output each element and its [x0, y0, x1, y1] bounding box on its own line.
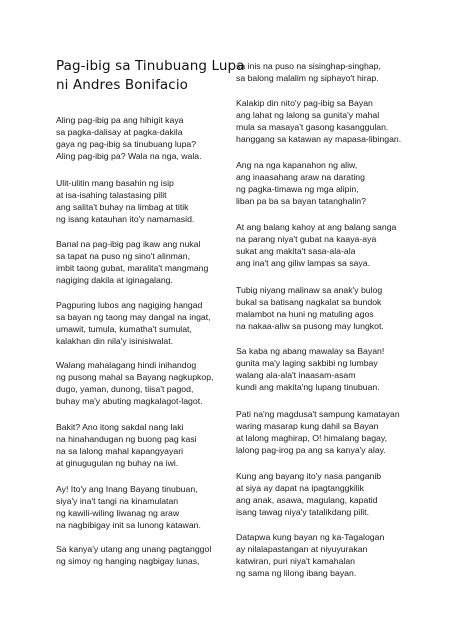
verse-line: hanggang sa katawan ay mapasa-libingan. — [236, 133, 402, 144]
verse-line: at lalong maghirap, O! himalang bagay, — [236, 432, 387, 443]
verse-line: Pati na'ng magdusa't sampung kamatayan — [236, 409, 400, 419]
verse-line: Kalakip din nito'y pag-ibig sa Bayan — [236, 98, 373, 108]
verse-line: Sa kanya'y utang ang unang pagtanggol — [56, 544, 212, 554]
verse-line: na sa lalong mahal kapangyayari — [56, 445, 184, 456]
stanza — [56, 115, 202, 163]
verse-line: ng simoy ng hanging nagbigay lunas, — [56, 555, 200, 566]
verse-line: Tubig niyang malinaw sa anak'y bulog — [236, 285, 383, 295]
verse-line: na parang niya't gubat na kaaya-aya — [236, 233, 377, 244]
verse-line: ng sama ng lilong ibang bayan. — [236, 567, 357, 578]
stanza — [56, 544, 211, 568]
poem-author-line: ni Andres Bonifacio — [56, 77, 189, 93]
stanza — [56, 360, 213, 408]
verse-line: Ay! Ito'y ang Inang Bayang tinubuan, — [56, 484, 198, 494]
verse-line: ang inaasahang araw na darating — [236, 171, 365, 182]
verse-line: Kung ang bayang ito'y nasa panganib — [236, 471, 382, 481]
stanza — [56, 484, 201, 532]
verse-line: gunita ma'y laging sakbibi ng lumbay — [236, 357, 378, 368]
verse-line: umawit, tumula, kumatha't sumulat, — [56, 323, 192, 334]
verse-line: Aling pag-ibig pa? Wala na nga, wala. — [56, 150, 202, 161]
verse-line: Sa kaba ng abang mawalay sa Bayan! — [236, 346, 385, 356]
stanza — [236, 346, 384, 394]
verse-line: na nagbibigay init sa lunong katawan. — [56, 519, 201, 530]
verse-line: malambot na huni ng matuling agos — [236, 308, 374, 319]
stanza — [236, 409, 400, 457]
verse-line: sa pagka-dalisay at pagka-dakila — [56, 126, 183, 137]
poem-title-line: Pag-ibig sa Tinubuang Lupa — [56, 58, 245, 74]
verse-line: buhay ma'y abuting magkalagot-lagot. — [56, 395, 203, 406]
verse-line: Ulit-ulitin mang basahin ng isip — [56, 178, 174, 188]
stanza — [236, 160, 366, 208]
verse-line: siya'y ina't tangi na kinamulatan — [56, 495, 179, 506]
verse-line: katwiran, puri niya't kamahalan — [236, 555, 355, 566]
verse-line: kundi ang makita'ng lupang tinubuan. — [236, 381, 380, 392]
verse-line: ang ina't ang giliw lampas sa saya. — [236, 257, 370, 268]
verse-line: kalakhan din nila'y isinisiwalat. — [56, 335, 174, 346]
stanza — [236, 471, 381, 519]
verse-line: nagiging dakila at iginagalang. — [56, 274, 173, 285]
verse-line: sukat ang makita't sasa-ala-ala — [236, 245, 356, 256]
verse-line: gaya ng pag-ibig sa tinubuang lupa? — [56, 138, 197, 149]
poem-title — [56, 57, 245, 95]
verse-line: Bakit? Ano itong sakdal nang laki — [56, 422, 184, 432]
verse-line: bukal sa batisang nagkalat sa bundok — [236, 296, 382, 307]
verse-line: Banal na pag-ibig pag ikaw ang nukal — [56, 239, 201, 249]
verse-line: sa inis na puso na sisinghap-singhap, — [236, 61, 381, 71]
verse-line: imbit taong gubat, maralita't mangmang — [56, 262, 209, 273]
stanza — [236, 222, 396, 270]
stanza — [236, 98, 401, 146]
verse-line: Pagpuring lubos ang nagiging hangad — [56, 300, 203, 310]
verse-line: waring masarap kung dahil sa Bayan — [236, 420, 379, 431]
verse-line: at ginugugulan ng buhay na iwi. — [56, 457, 179, 468]
verse-line: ang salita't buhay na limbag at titik — [56, 201, 189, 212]
stanza — [56, 300, 211, 348]
verse-line: sa bayan ng taong may dangal na ingat, — [56, 311, 211, 322]
verse-line: At ang balang kahoy at ang balang sanga — [236, 222, 397, 232]
verse-line: liban pa ba sa bayan tatanghalin? — [236, 195, 366, 206]
verse-line: isang tawag niya'y tatalikdang pilit. — [236, 506, 370, 517]
stanza — [236, 61, 381, 85]
verse-line: ng pagka-timawa ng mga alipin, — [236, 183, 359, 194]
stanza — [236, 285, 384, 333]
verse-line: na hinahandugan ng buong pag kasi — [56, 433, 197, 444]
verse-line: na nakaa-aliw sa pusong may lungkot. — [236, 320, 384, 331]
verse-line: dugo, yaman, dunong, tiisa't pagod, — [56, 383, 194, 394]
verse-line: ng pusong mahal sa Bayang nagkupkop, — [56, 371, 214, 382]
stanza — [56, 178, 194, 226]
verse-line: lalong pag-irog pa ang sa kanya'y alay. — [236, 444, 386, 455]
verse-line: sa balong malalim ng siphayo't hirap. — [236, 72, 379, 83]
verse-line: Ang na nga kapanahon ng aliw, — [236, 160, 358, 170]
verse-line: Datapwa kung bayan ng ka-Tagalogan — [236, 532, 385, 542]
verse-line: ng isang katauhan ito'y namamasid. — [56, 213, 195, 224]
stanza — [56, 239, 208, 287]
stanza — [56, 422, 197, 470]
verse-line: sa tapat na puso ng sino't alinman, — [56, 250, 190, 261]
verse-line: Walang mahalagang hindi inihandog — [56, 360, 197, 370]
verse-line: at isa-isahing talastasing pilit — [56, 189, 167, 200]
verse-line: Aling pag-ibig pa ang hihigit kaya — [56, 115, 184, 125]
verse-line: ang anak, asawa, magulang, kapatid — [236, 494, 378, 505]
stanza — [236, 532, 384, 580]
verse-line: ng kawili-wiling liwanag ng araw — [56, 507, 180, 518]
verse-line: at siya ay dapat na ipagtanggkilik — [236, 482, 364, 493]
verse-line: walang ala-ala't inaasam-asam — [236, 369, 356, 380]
verse-line: ay nilalapastangan at niyuyurakan — [236, 543, 368, 554]
verse-line: ang lahat ng lalong sa gunita'y mahal — [236, 109, 380, 120]
verse-line: mula sa masaya't gasong kasanggulan. — [236, 121, 389, 132]
